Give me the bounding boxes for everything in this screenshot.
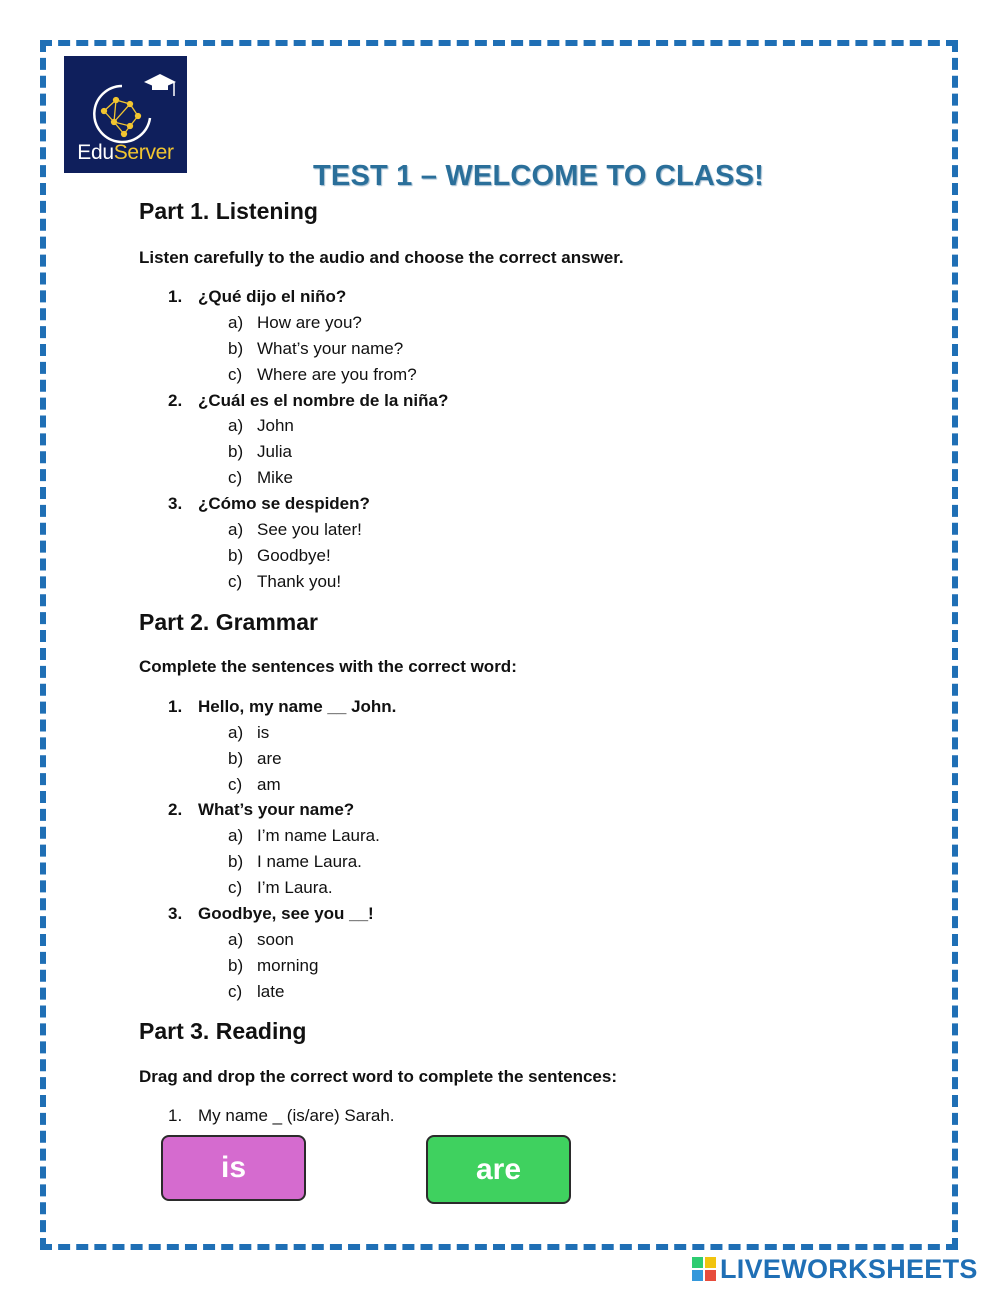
part1-question: [168, 287, 346, 307]
question-text: Goodbye, see you __!: [198, 904, 374, 923]
question-text: Hello, my name __ John.: [198, 697, 397, 716]
question-number: 1.: [168, 697, 183, 716]
option-letter: a): [228, 723, 244, 742]
part3-question: [168, 1106, 395, 1126]
part3-instruction: Drag and drop the correct word to complete the sentences:: [139, 1067, 617, 1086]
answer-option[interactable]: [228, 546, 331, 566]
part2-question: [168, 800, 354, 820]
drag-chip-are[interactable]: are: [426, 1135, 571, 1204]
option-text: How are you?: [257, 313, 362, 332]
answer-option[interactable]: [228, 852, 362, 872]
option-letter: b): [228, 339, 244, 358]
option-letter: a): [228, 826, 244, 845]
worksheet-title: TEST 1 – WELCOME TO CLASS!: [313, 160, 764, 192]
question-text: What’s your name?: [198, 800, 355, 819]
part3-heading: Part 3. Reading: [139, 1018, 307, 1044]
answer-option[interactable]: [228, 572, 341, 592]
question-number: 3.: [168, 494, 183, 513]
option-text: late: [257, 982, 285, 1001]
answer-option[interactable]: [228, 339, 403, 359]
option-letter: c): [228, 878, 243, 897]
option-letter: c): [228, 468, 243, 487]
option-letter: c): [228, 365, 243, 384]
option-letter: a): [228, 313, 244, 332]
part1-question: [168, 391, 448, 411]
part1-heading: Part 1. Listening: [139, 198, 318, 224]
option-letter: a): [228, 930, 244, 949]
question-text: ¿Qué dijo el niño?: [198, 287, 347, 306]
question-text: ¿Cuál es el nombre de la niña?: [198, 391, 449, 410]
answer-option[interactable]: [228, 442, 292, 462]
option-text: soon: [257, 930, 294, 949]
answer-option[interactable]: [228, 826, 380, 846]
liveworksheets-logo-icon: [692, 1257, 716, 1281]
answer-option[interactable]: [228, 775, 281, 795]
option-letter: b): [228, 956, 244, 975]
option-letter: a): [228, 520, 244, 539]
option-text: I’m name Laura.: [257, 826, 380, 845]
question-number: 2.: [168, 391, 183, 410]
option-letter: a): [228, 416, 244, 435]
option-text: Goodbye!: [257, 546, 331, 565]
eduserver-logo: [64, 56, 187, 173]
answer-option[interactable]: [228, 982, 284, 1002]
option-text: See you later!: [257, 520, 362, 539]
logo-text-edu: Edu: [77, 141, 114, 164]
option-text: are: [257, 749, 282, 768]
question-number: 1.: [168, 1106, 183, 1125]
answer-option[interactable]: [228, 956, 318, 976]
option-letter: b): [228, 749, 244, 768]
part2-heading: Part 2. Grammar: [139, 609, 318, 635]
option-letter: b): [228, 546, 244, 565]
question-number: 2.: [168, 800, 183, 819]
answer-option[interactable]: [228, 416, 294, 436]
option-letter: b): [228, 852, 244, 871]
answer-option[interactable]: [228, 468, 293, 488]
part1-question: [168, 494, 370, 514]
option-text: John: [257, 416, 294, 435]
part2-question: [168, 904, 374, 924]
part1-instruction: Listen carefully to the audio and choose the correct answer.: [139, 248, 624, 267]
option-letter: c): [228, 572, 243, 591]
option-text: is: [257, 723, 270, 742]
question-text: My name _ (is/are) Sarah.: [198, 1106, 395, 1125]
option-text: am: [257, 775, 281, 794]
answer-option[interactable]: [228, 930, 294, 950]
option-text: What’s your name?: [257, 339, 404, 358]
logo-wordmark: [64, 141, 187, 165]
option-letter: b): [228, 442, 244, 461]
logo-text-server: Server: [113, 141, 174, 164]
answer-option[interactable]: [228, 520, 362, 540]
option-text: morning: [257, 956, 319, 975]
answer-option[interactable]: [228, 878, 333, 898]
answer-option[interactable]: [228, 365, 417, 385]
option-text: Julia: [257, 442, 292, 461]
option-text: I’m Laura.: [257, 878, 333, 897]
answer-option[interactable]: [228, 313, 362, 333]
option-letter: c): [228, 982, 243, 1001]
question-number: 1.: [168, 287, 183, 306]
option-text: I name Laura.: [257, 852, 362, 871]
drag-chip-is[interactable]: is: [161, 1135, 306, 1201]
liveworksheets-brand[interactable]: LIVEWORKSHEETS: [720, 1253, 978, 1284]
liveworksheets-footer: [692, 1254, 978, 1284]
option-letter: c): [228, 775, 243, 794]
part2-instruction: Complete the sentences with the correct word:: [139, 657, 517, 676]
part2-question: [168, 697, 396, 717]
answer-option[interactable]: [228, 723, 269, 743]
answer-option[interactable]: [228, 749, 282, 769]
option-text: Where are you from?: [257, 365, 417, 384]
option-text: Thank you!: [257, 572, 342, 591]
question-number: 3.: [168, 904, 183, 923]
option-text: Mike: [257, 468, 293, 487]
question-text: ¿Cómo se despiden?: [198, 494, 370, 513]
